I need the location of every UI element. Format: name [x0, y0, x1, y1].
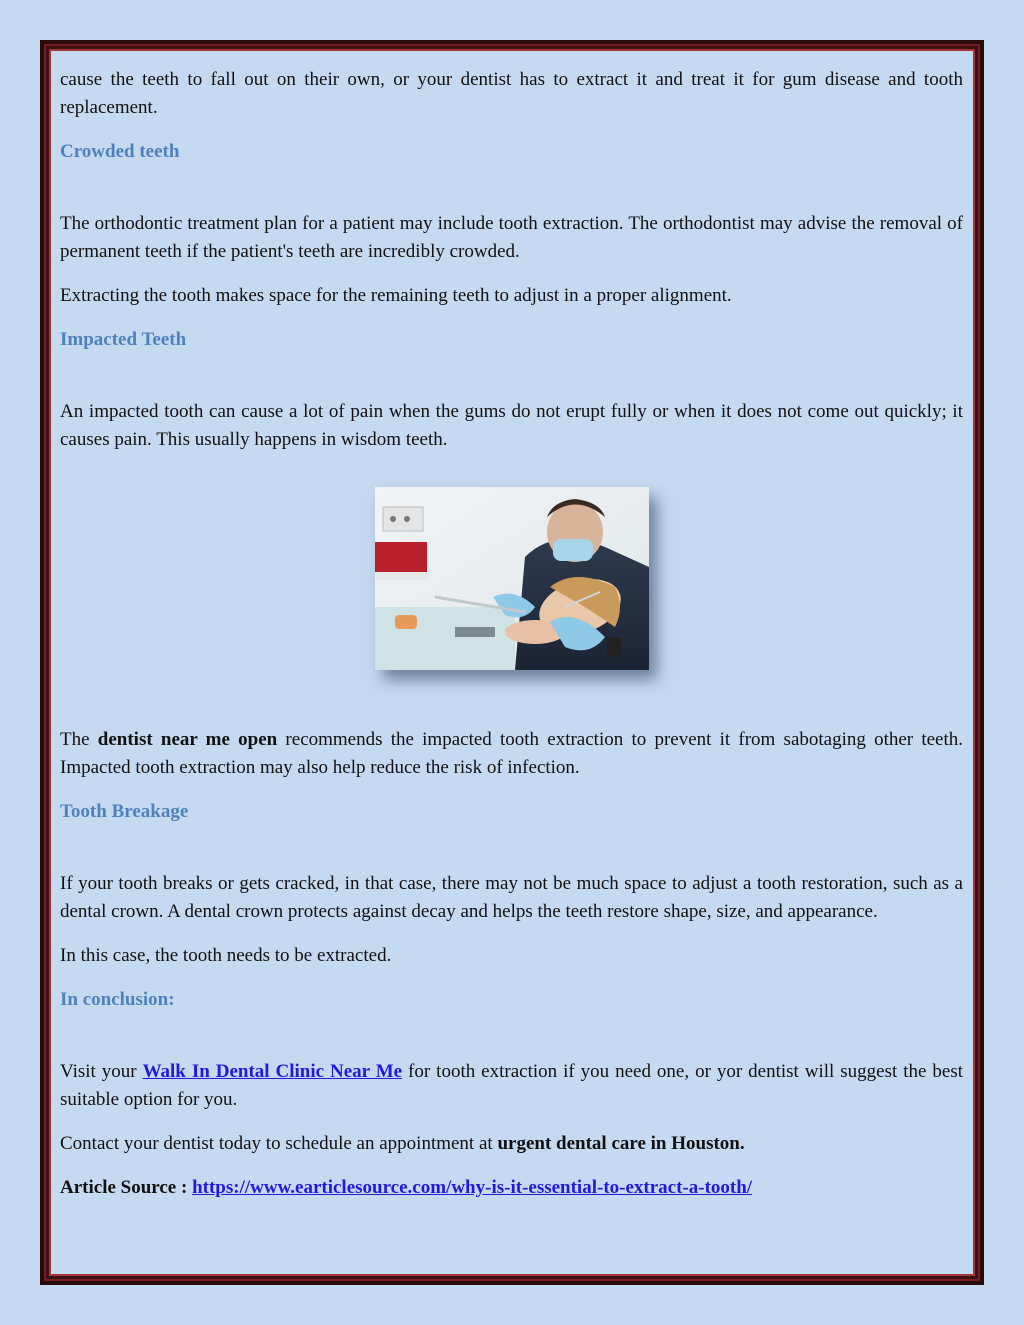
page-content-area: [49, 49, 975, 1276]
text-segment: The: [60, 729, 98, 750]
paragraph-needs-extraction: In this case, the tooth needs to be extracted.: [60, 945, 392, 966]
text-segment: Visit your: [60, 1061, 143, 1082]
keyword-urgent-dental-care: urgent dental care in Houston.: [497, 1133, 745, 1154]
text-segment: for tooth extraction if you need one, or yor dentist will suggest the best suitable option for you.: [60, 1061, 963, 1110]
paragraph-impacted-pain: An impacted tooth can cause a lot of pain when the gums do not erupt fully or when it does not come out quickly; it causes pain. This usually happens in wisdom teeth.: [60, 401, 963, 450]
article-body: [60, 66, 963, 1218]
paragraph-visit-clinic: [60, 1058, 963, 1114]
walk-in-dental-clinic-link[interactable]: Walk In Dental Clinic Near Me: [142, 1061, 403, 1082]
text-segment: recommends the impacted tooth extraction to prevent it from sabotaging other teeth. Impacted tooth extraction may also help reduce the risk of infection.: [60, 729, 964, 778]
paragraph-contact-dentist: [60, 1130, 963, 1158]
keyword-dentist-near-me-open: dentist near me open: [97, 729, 278, 750]
page-border: [40, 40, 984, 1285]
paragraph-gum-disease: cause the teeth to fall out on their own, or your dentist has to extract it and treat it for gum disease and tooth replacement.: [60, 69, 963, 118]
heading-conclusion: In conclusion:: [60, 989, 175, 1010]
dentist-photo-illustration: [375, 487, 649, 670]
dentist-photo: [375, 487, 649, 670]
page-border-middle: [44, 44, 980, 1281]
heading-impacted-teeth: Impacted Teeth: [60, 329, 187, 350]
heading-crowded-teeth: Crowded teeth: [60, 141, 180, 162]
paragraph-article-source: [60, 1174, 963, 1202]
paragraph-orthodontic-plan: The orthodontic treatment plan for a patient may include tooth extraction. The orthodontist may advise the removal of permanent teeth if the patient's teeth are incredibly crowded.: [60, 213, 963, 262]
paragraph-dentist-near-me: [60, 726, 963, 782]
paragraph-extracting-space: Extracting the tooth makes space for the remaining teeth to adjust in a proper alignment.: [60, 285, 732, 306]
article-source-link[interactable]: https://www.earticlesource.com/why-is-it-essential-to-extract-a-tooth/: [192, 1177, 753, 1198]
text-segment: Contact your dentist today to schedule an appointment at: [60, 1133, 498, 1154]
article-source-label: Article Source :: [60, 1177, 193, 1198]
heading-tooth-breakage: Tooth Breakage: [60, 801, 189, 822]
paragraph-tooth-breaks: If your tooth breaks or gets cracked, in that case, there may not be much space to adjust a tooth restoration, such as a dental crown. A dental crown protects against decay and helps the teeth restore shape, size, and appearance.: [60, 873, 963, 922]
